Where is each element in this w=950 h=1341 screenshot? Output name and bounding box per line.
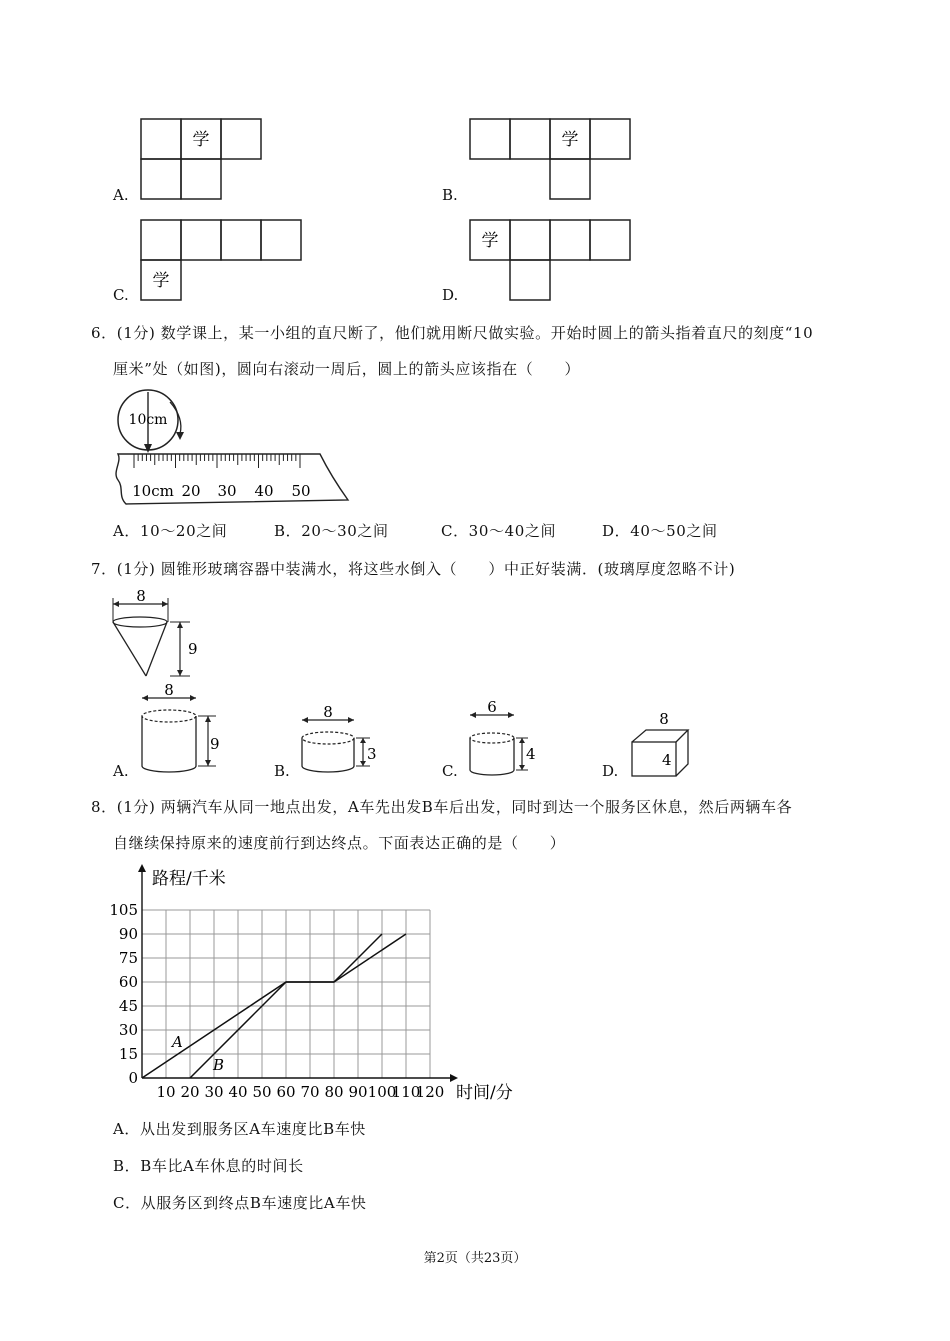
q5-net-a — [140, 118, 270, 208]
page-footer: 第2页（共23页） — [423, 1251, 527, 1266]
q7-text: 7．(1分) 圆锥形玻璃容器中装满水，将这些水倒入（ ）中正好装满．(玻璃厚度忽略不计) — [91, 560, 736, 578]
opt-d-height: 4 — [662, 751, 672, 769]
x-tick-label: 50 — [252, 1083, 272, 1101]
q5-net-b — [469, 118, 639, 208]
q7-option-b-label[interactable]: B. — [274, 762, 290, 780]
chart-xlabel: 时间/分 — [456, 1083, 513, 1103]
q7-option-d-cuboid — [628, 708, 698, 778]
opt-a-width: 8 — [164, 681, 174, 699]
q7-option-a-cylinder — [138, 681, 228, 776]
q8-option-c[interactable]: C．从服务区到终点B车速度比A车快 — [113, 1194, 367, 1212]
ruler-label-50: 50 — [291, 482, 311, 500]
q7-option-a-label[interactable]: A. — [113, 762, 129, 780]
q7-option-c-label[interactable]: C. — [442, 762, 458, 780]
y-tick-label: 15 — [118, 1045, 138, 1063]
x-tick-label: 30 — [204, 1083, 224, 1101]
q6-ruler-figure — [108, 390, 358, 515]
x-tick-label: 100 — [367, 1083, 397, 1101]
ruler-label-20: 20 — [181, 482, 201, 500]
x-tick-label: 40 — [228, 1083, 248, 1101]
q5-option-d-label[interactable]: D. — [442, 286, 459, 304]
y-tick-label: 105 — [109, 901, 138, 919]
chart-tick-labels — [109, 901, 444, 1101]
x-axis-arrow-icon — [450, 1074, 458, 1082]
q7-option-c-cylinder — [466, 698, 556, 778]
q6-text-line2: 厘米”处（如图)，圆向右滚动一周后，圆上的箭头应该指在（ ） — [113, 360, 581, 378]
y-tick-label: 45 — [118, 997, 138, 1015]
q5-d-char: 学 — [481, 231, 499, 251]
opt-b-height: 3 — [367, 745, 377, 763]
ruler-label-30: 30 — [217, 482, 237, 500]
q6-text-line1: 6．(1分) 数学课上，某一小组的直尺断了，他们就用断尺做实验。开始时圆上的箭头指着直尺的刻度“10 — [91, 324, 814, 342]
q6-option-a[interactable]: A．10～20之间 — [113, 522, 228, 540]
q8-distance-time-chart — [100, 862, 540, 1107]
x-tick-label: 120 — [415, 1083, 445, 1101]
q6-option-c[interactable]: C．30～40之间 — [441, 522, 557, 540]
q5-net-d — [469, 219, 639, 309]
q7-option-d-label[interactable]: D. — [602, 762, 619, 780]
opt-c-width: 6 — [487, 698, 497, 716]
q8-text-line1: 8．(1分) 两辆汽车从同一地点出发，A车先出发B车后出发，同时到达一个服务区休息，然后两辆车各 — [91, 798, 793, 816]
x-tick-label: 70 — [300, 1083, 320, 1101]
q8-option-a[interactable]: A．从出发到服务区A车速度比B车快 — [113, 1120, 366, 1138]
circle-label: 10cm — [128, 412, 168, 428]
y-tick-label: 60 — [118, 973, 138, 991]
ruler-label-40: 40 — [254, 482, 274, 500]
q6-option-b[interactable]: B．20～30之间 — [274, 522, 389, 540]
y-axis-arrow-icon — [138, 864, 146, 872]
q8-text-line2: 自继续保持原来的速度前行到达终点。下面表达正确的是（ ） — [113, 834, 566, 852]
x-tick-label: 80 — [324, 1083, 344, 1101]
x-tick-label: 60 — [276, 1083, 296, 1101]
x-tick-label: 10 — [156, 1083, 176, 1101]
q5-a-char: 学 — [192, 130, 210, 150]
x-tick-label: 110 — [391, 1083, 421, 1101]
opt-d-width: 8 — [659, 710, 669, 728]
opt-a-height: 9 — [210, 735, 220, 753]
opt-b-width: 8 — [323, 703, 333, 721]
q7-option-b-cylinder — [298, 703, 388, 778]
q8-option-b[interactable]: B．B车比A车休息的时间长 — [113, 1157, 304, 1175]
opt-c-height: 4 — [526, 745, 536, 763]
y-tick-label: 75 — [118, 949, 138, 967]
q5-b-char: 学 — [561, 130, 579, 150]
ruler-label-10cm: 10cm — [132, 482, 174, 500]
q7-cone-figure — [108, 587, 208, 682]
q5-option-b-label[interactable]: B. — [442, 186, 458, 204]
chart-grid — [142, 910, 430, 1078]
q5-c-char: 学 — [152, 271, 170, 291]
q5-net-c — [140, 219, 310, 309]
y-tick-label: 0 — [128, 1069, 138, 1087]
y-tick-label: 90 — [118, 925, 138, 943]
q5-option-c-label[interactable]: C. — [113, 286, 129, 304]
q6-option-d[interactable]: D．40～50之间 — [602, 522, 718, 540]
series-label-b: B — [213, 1056, 225, 1074]
series-label-a: A — [172, 1033, 183, 1051]
ruler-ticks — [134, 454, 300, 468]
y-tick-label: 30 — [118, 1021, 138, 1039]
q5-option-a-label[interactable]: A. — [113, 186, 129, 204]
cone-height: 9 — [188, 640, 198, 658]
x-tick-label: 90 — [348, 1083, 368, 1101]
chart-ylabel: 路程/千米 — [152, 869, 226, 889]
cone-diameter: 8 — [136, 587, 146, 605]
circle-arrow-icon — [144, 444, 152, 453]
x-tick-label: 20 — [180, 1083, 200, 1101]
